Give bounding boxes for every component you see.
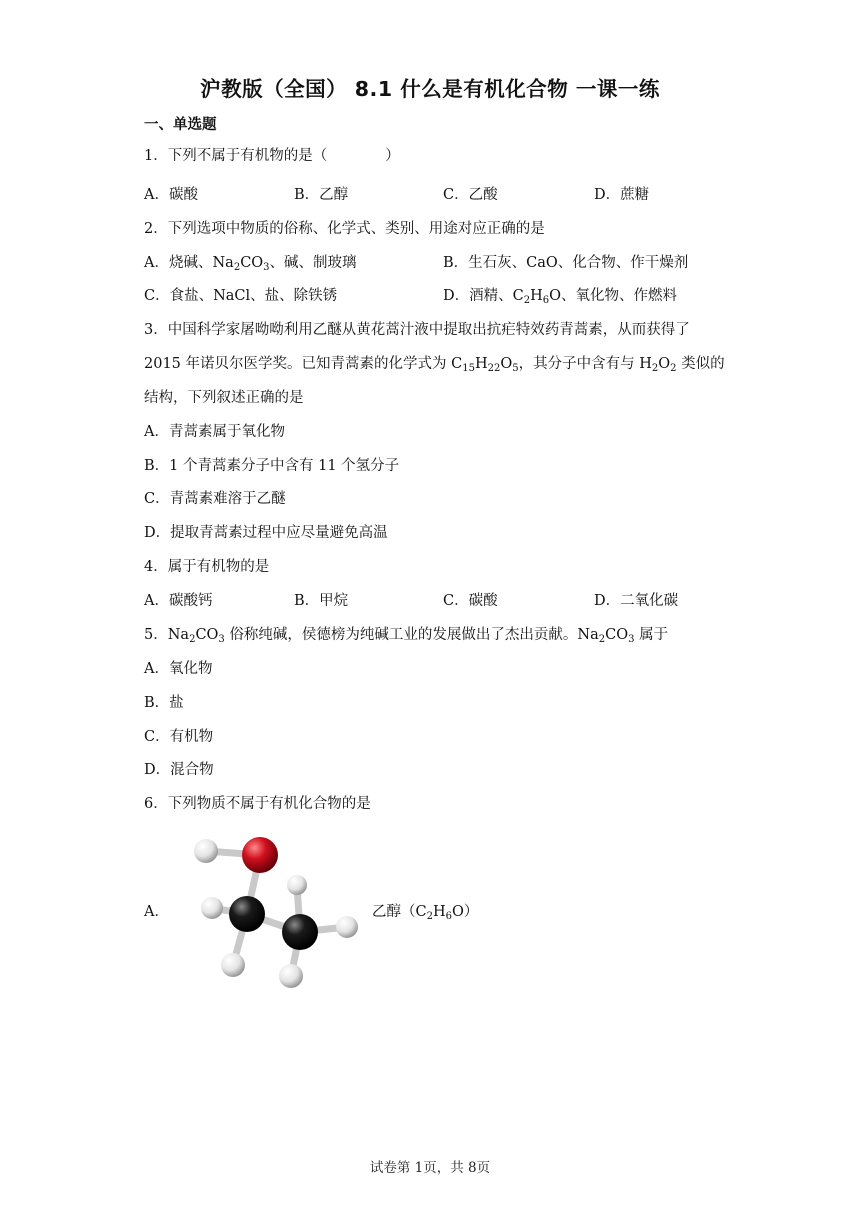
question-4-option-b: B．甲烷 <box>294 593 349 609</box>
question-1-option-d: D．蔗糖 <box>594 187 650 203</box>
ethanol-molecule-model <box>180 828 380 994</box>
question-6-option-a-label: A． <box>144 904 169 920</box>
question-3-option-b: B．1 个青蒿素分子中含有 11 个氢分子 <box>144 458 400 474</box>
question-1-stem: 1．下列不属于有机物的是（ ） <box>144 148 400 164</box>
hydrogen-atom <box>279 964 303 988</box>
question-3-stem-line-1: 3．中国科学家屠呦呦利用乙醚从黄花蒿汁液中提取出抗疟特效药青蒿素，从而获得了 <box>144 322 690 338</box>
question-5-option-d: D．混合物 <box>144 762 214 778</box>
question-4-option-c: C．碳酸 <box>443 593 498 609</box>
carbon-atom <box>282 914 318 950</box>
question-4-option-d: D．二氧化碳 <box>594 593 679 609</box>
question-3-option-a: A．青蒿素属于氧化物 <box>144 424 285 440</box>
hydrogen-atom <box>336 916 358 938</box>
question-3-option-d: D．提取青蒿素过程中应尽量避免高温 <box>144 525 388 541</box>
question-1-option-a: A．碳酸 <box>144 187 198 203</box>
question-5-option-b: B．盐 <box>144 695 184 711</box>
hydrogen-atom <box>287 875 307 895</box>
question-2-option-d: D．酒精、$C_2H_6O$、氧化物、作燃料 <box>443 288 678 306</box>
question-2-option-a: A．烧碱、$Na_2CO_3$、碱、制玻璃 <box>144 255 357 273</box>
question-3-stem-line-2: 2015 年诺贝尔医学奖。已知青蒿素的化学式为 $C_{15}H_{22}O_5$，其分子中含有与 $H_2O_2$ 类似的 <box>144 356 725 374</box>
question-2-option-b: B．生石灰、CaO、化合物、作干燥剂 <box>443 255 689 271</box>
question-5-option-a: A．氧化物 <box>144 661 213 677</box>
carbon-atom <box>229 896 265 932</box>
question-5-option-c: C．有机物 <box>144 729 214 745</box>
question-1-option-b: B．乙醇 <box>294 187 349 203</box>
question-6-option-a-caption: 乙醇$(C_2H_6O)$ <box>372 904 479 922</box>
question-2-stem: 2．下列选项中物质的俗称、化学式、类别、用途对应正确的是 <box>144 221 545 237</box>
question-3-stem-line-3: 结构，下列叙述正确的是 <box>144 390 304 406</box>
hydrogen-atom <box>221 953 245 977</box>
oxygen-atom <box>242 837 278 873</box>
section-heading: 一、单选题 <box>144 117 217 133</box>
question-1-option-c: C．乙酸 <box>443 187 498 203</box>
question-4-option-a: A．碳酸钙 <box>144 593 213 609</box>
hydrogen-atom <box>194 839 218 863</box>
page-footer: 试卷第 1页，共 8页 <box>369 1160 491 1176</box>
question-6-stem: 6．下列物质不属于有机化合物的是 <box>144 796 371 812</box>
document-title: 沪教版（全国） 8.1 什么是有机化合物 一课一练 <box>200 77 660 101</box>
question-2-option-c: C．食盐、NaCl、盐、除铁锈 <box>144 288 338 304</box>
hydrogen-atom <box>201 897 223 919</box>
question-5-stem: 5．$Na_2CO_3$ 俗称纯碱，侯德榜为纯碱工业的发展做出了杰出贡献。$Na_2CO_3$ 属于 <box>144 627 669 645</box>
question-4-stem: 4．属于有机物的是 <box>144 559 270 575</box>
question-3-option-c: C．青蒿素难溶于乙醚 <box>144 491 286 507</box>
